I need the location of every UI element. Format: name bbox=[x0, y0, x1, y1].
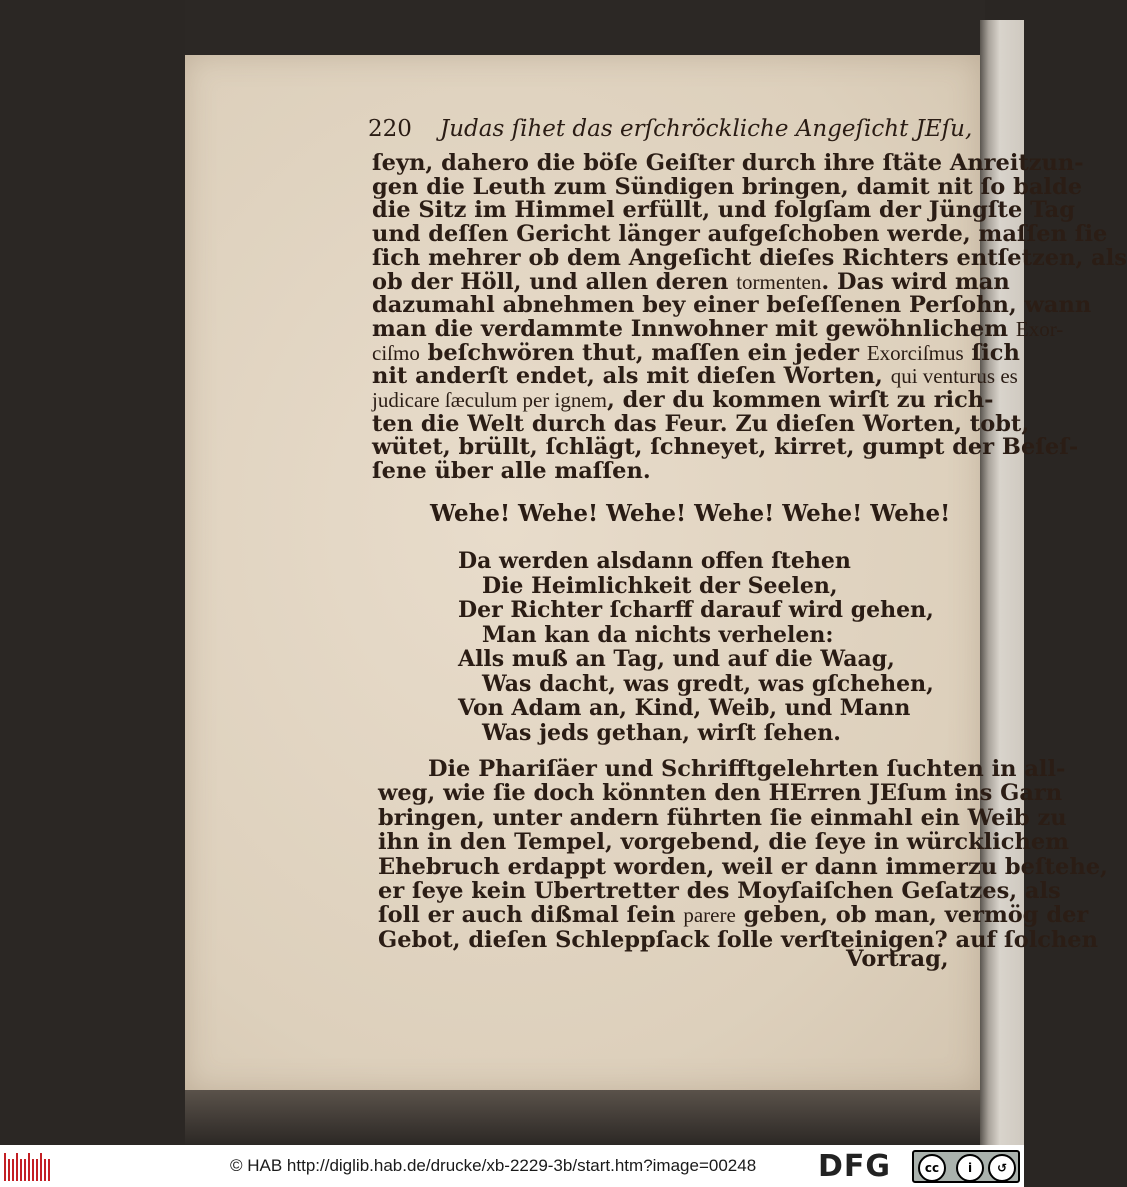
text-line: er ſeye kein Ubertretter des Moyſaiſchen Geſatzes, als bbox=[378, 878, 1061, 905]
verse-line: Da werden alsdann offen ſtehen bbox=[458, 548, 851, 574]
text-line: weg, wie ſie doch könnten den HErren JEſum ins Garn bbox=[378, 780, 1063, 807]
verse-line: Alls muß an Tag, und auf die Waag, bbox=[458, 646, 895, 672]
text-line: gen die Leuth zum Sündigen bringen, damit nit ſo balde bbox=[372, 173, 1083, 200]
paragraph-2 bbox=[378, 756, 1108, 953]
text-line: und deſſen Gericht länger aufgeſchoben werde, maſſen ſie bbox=[372, 221, 1108, 248]
text-line: bringen, unter andern führten ſie einmahl ein Weib zu bbox=[378, 804, 1067, 831]
running-header bbox=[368, 116, 973, 148]
verse-block bbox=[458, 549, 934, 745]
scan-background-top bbox=[185, 0, 985, 55]
text-line: nit anderſt endet, als mit dieſen Worten, qui venturus es bbox=[372, 363, 1018, 390]
text-line: wütet, brüllt, ſchlägt, ſchneyet, kirret, gumpt der Beſeſ- bbox=[372, 434, 1079, 461]
verse-line: Man kan da nichts verhelen: bbox=[482, 621, 834, 648]
sa-icon: ↺ bbox=[988, 1154, 1016, 1182]
text-line: Ehebruch erdappt worden, weil er dann immerzu beſtehe, bbox=[378, 853, 1108, 880]
text-line: ſoll er auch dißmal ſein parere geben, ob man, vermög der bbox=[378, 902, 1089, 929]
text-line: ciſmo beſchwören thut, maſſen ein jeder Exorciſmus ſich bbox=[372, 339, 1020, 366]
verse-line: Was jeds gethan, wirſt ſehen. bbox=[482, 719, 841, 746]
verse-line: Was dacht, was gredt, was gſchehen, bbox=[482, 670, 934, 697]
text-line: judicare ſæculum per ignem, der du kommen wirſt zu rich- bbox=[372, 387, 994, 414]
cc-by-sa-license-icon[interactable] bbox=[912, 1150, 1020, 1183]
text-line: die Sitz im Himmel erfüllt, und folgſam der Jüngſte Tag bbox=[372, 197, 1075, 224]
text-line: ten die Welt durch das Feur. Zu dieſen Worten, tobt, bbox=[372, 410, 1030, 437]
cc-icon: cc bbox=[918, 1154, 946, 1182]
verse-line: Von Adam an, Kind, Weib, und Mann bbox=[458, 695, 911, 721]
dfg-logo-icon[interactable]: DFG bbox=[818, 1149, 892, 1184]
text-line: Die Phariſäer und Schrifftgelehrten ſuchten in all- bbox=[428, 756, 1066, 782]
text-line: dazumahl abnehmen bey einer beſeſſenen Perſohn, wann bbox=[372, 292, 1092, 319]
verse-line: Die Heimlichkeit der Seelen, bbox=[482, 572, 838, 599]
page-number: 220 bbox=[368, 116, 412, 142]
text-line: Gebot, dieſen Schleppſack ſolle verſteinigen? auf ſolchen bbox=[378, 926, 1098, 953]
verse-line: Der Richter ſcharff darauf wird gehen, bbox=[458, 597, 934, 623]
text-line: man die verdammte Innwohner mit gewöhnlichem Exor- bbox=[372, 315, 1064, 342]
scan-background-left bbox=[0, 0, 185, 1145]
text-line: ſich mehrer ob dem Angeſicht dieſes Richters entſetzen, als bbox=[372, 244, 1127, 271]
text-line: ob der Höll, und allen deren tormenten. Das wird man bbox=[372, 268, 1010, 295]
running-head-title: Judas ſihet das erſchröckliche Angeſicht JEſu, bbox=[440, 116, 973, 142]
copyright-link[interactable]: © HAB http://diglib.hab.de/drucke/xb-2229-3b/start.htm?image=00248 bbox=[230, 1156, 757, 1175]
catchword: Vortrag, bbox=[846, 946, 949, 972]
page-bottom-shadow bbox=[185, 1090, 980, 1145]
hab-logo-icon[interactable] bbox=[4, 1153, 50, 1181]
by-icon: i bbox=[956, 1154, 984, 1182]
text-line: ſeyn, dahero die böſe Geiſter durch ihre ſtäte Anreitzun- bbox=[372, 150, 1084, 176]
exclamation-line: Wehe! Wehe! Wehe! Wehe! Wehe! Wehe! bbox=[430, 500, 951, 527]
text-line: ſene über alle maſſen. bbox=[372, 458, 651, 485]
paragraph-1 bbox=[372, 150, 1127, 485]
footer-bar bbox=[0, 1145, 1024, 1187]
text-line: ihn in den Tempel, vorgebend, die ſeye in würcklichem bbox=[378, 829, 1069, 856]
